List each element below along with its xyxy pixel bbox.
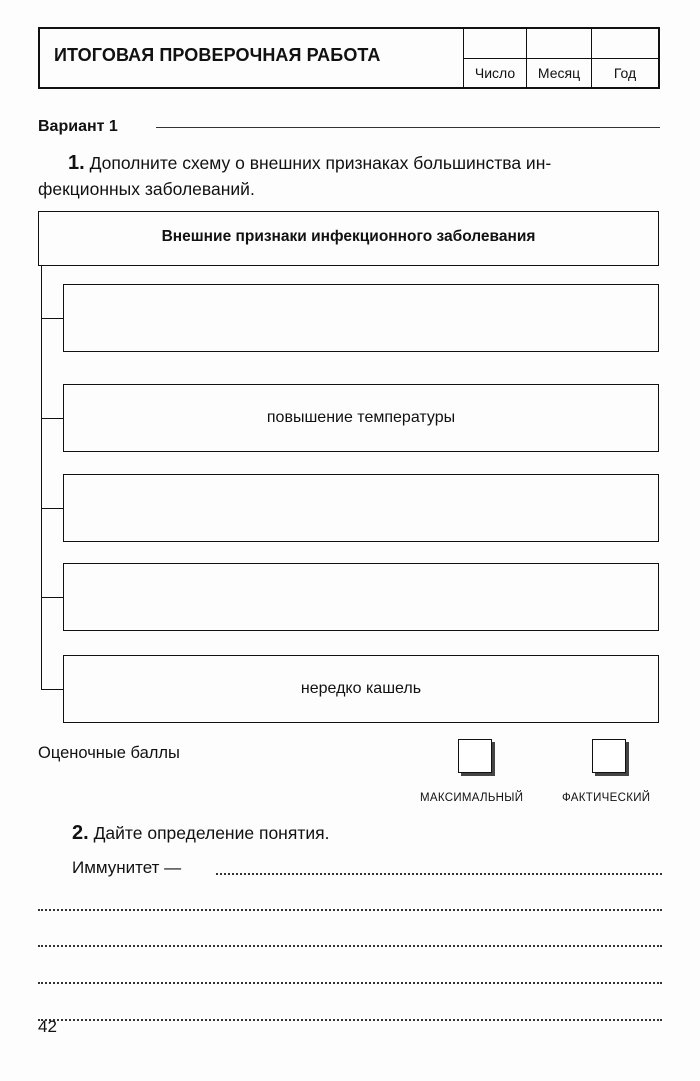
month-label: Месяц [527,59,592,87]
task2-number: 2. [72,822,89,844]
task1-text-line2: фекционных заболеваний. [38,179,255,199]
sign-box-2: повышение температуры [63,384,659,452]
answer-line-1[interactable] [216,873,662,875]
scheme-trunk-line [41,266,42,689]
scores-label: Оценочные баллы [38,744,180,762]
scheme-connector [41,418,63,419]
variant-heading: Вариант 1 [38,118,118,135]
max-score-box [458,739,492,773]
month-input-cell[interactable] [527,29,592,59]
year-input-cell[interactable] [592,29,658,59]
sign-box-5: нередко кашель [63,655,659,723]
year-label: Год [613,65,637,81]
variant-rule [156,127,660,128]
answer-line-5[interactable] [38,1019,662,1021]
scheme-connector [41,597,63,598]
task1-number: 1. [68,152,85,174]
task2-prompt [72,822,329,845]
work-title: ИТОГОВАЯ ПРОВЕРОЧНАЯ РАБОТА [54,45,381,65]
actual-score-caption: ФАКТИЧЕСКИЙ [562,792,651,804]
day-input-cell[interactable] [464,29,527,59]
day-label: Число [464,59,527,87]
scheme-connector [41,689,63,690]
max-score-caption: МАКСИМАЛЬНЫЙ [420,792,524,804]
header-table [38,27,660,89]
scheme-connector [41,508,63,509]
sign-box-3[interactable] [63,474,659,542]
task1-prompt [38,150,663,202]
sign-box-1[interactable] [63,284,659,352]
task1-text-line1: Дополните схему о внешних признаках большинства ин- [89,153,552,173]
term-label: Иммунитет — [72,858,182,877]
task2-text: Дайте определение понятия. [93,823,330,843]
scheme-connector [41,318,63,319]
actual-score-box[interactable] [592,739,626,773]
page-number: 42 [38,1017,57,1036]
answer-line-4[interactable] [38,982,662,984]
sign-box-4[interactable] [63,563,659,631]
scheme-header: Внешние признаки инфекционного заболевания [38,211,659,266]
answer-line-3[interactable] [38,945,662,947]
date-grid [463,29,658,87]
answer-line-2[interactable] [38,909,662,911]
